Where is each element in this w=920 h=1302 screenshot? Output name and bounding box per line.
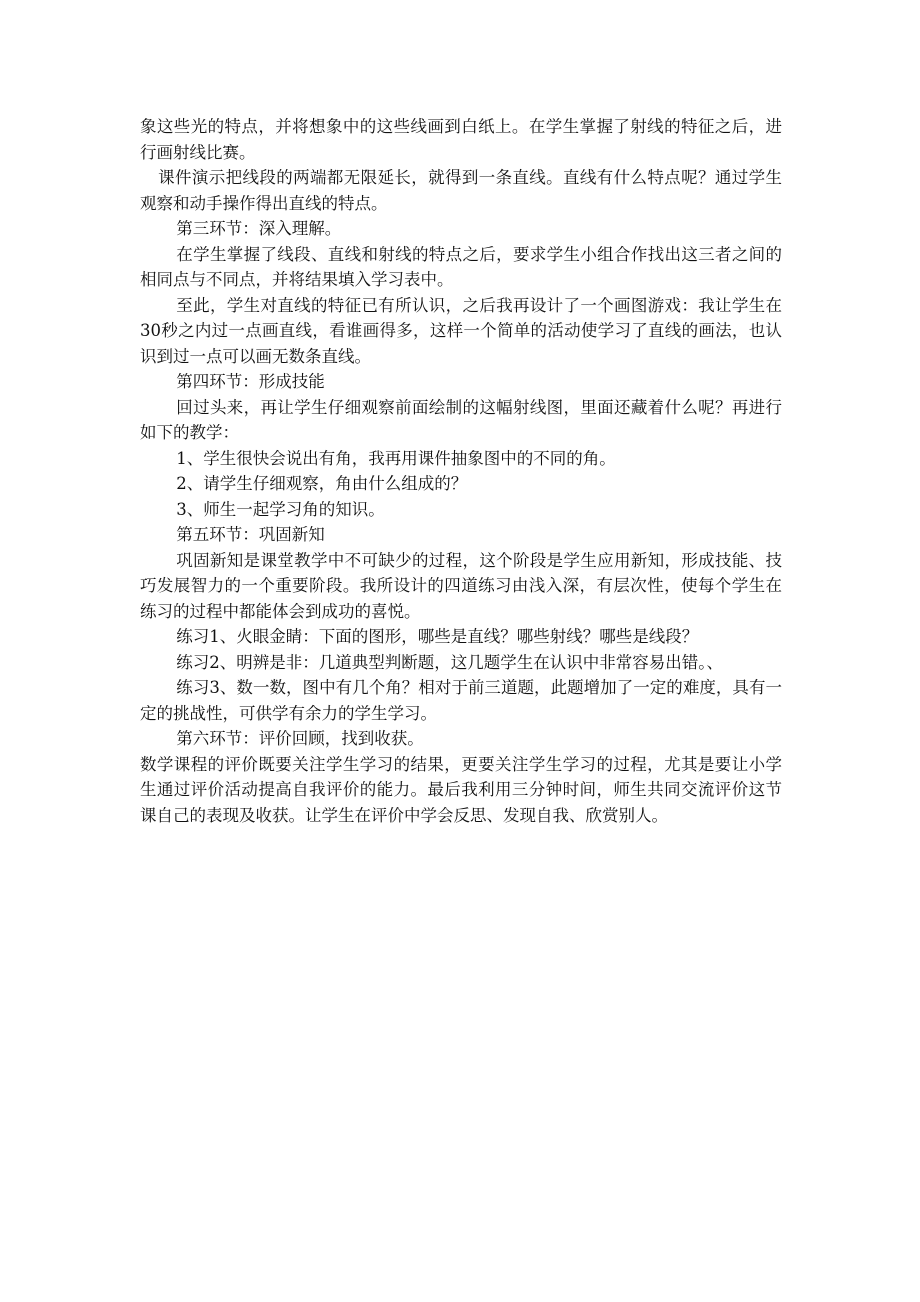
paragraph-look-back: 回过头来，再让学生仔细观察前面绘制的这幅射线图，里面还藏着什么呢？再进行如下的教学： (140, 397, 782, 442)
section-heading-5: 第五环节：巩固新知 (176, 525, 325, 544)
section-heading-4: 第四环节：形成技能 (176, 372, 325, 391)
list-item-1: 1、学生很快会说出有角，我再用课件抽象图中的不同的角。 (176, 448, 616, 468)
exercise-1: 练习1、火眼金睛：下面的图形，哪些是直线？哪些射线？哪些是线段？ (176, 627, 699, 646)
list-item-2: 2、请学生仔细观察，角由什么组成的？ (176, 474, 468, 493)
exercise-2: 练习2、明辨是非：几道典型判断题，这几题学生在认识中非常容易出错。、 (176, 652, 724, 672)
paragraph-group-work: 在学生掌握了线段、直线和射线的特点之后，要求学生小组合作找出这三者之间的相同点与不同点，并将结果填入学习表中。 (140, 244, 782, 289)
exercise-3: 练习3、数一数，图中有几个角？相对于前三道题，此题增加了一定的难度，具有一定的挑战性，可供学有余力的学生学习。 (140, 678, 782, 723)
section-heading-6: 第六环节：评价回顾，找到收获。 (176, 729, 424, 748)
paragraph-line-demo: 课件演示把线段的两端都无限延长，就得到一条直线。直线有什么特点呢？通过学生观察和动手操作得出直线的特点。 (140, 168, 782, 213)
paragraph-drawing-game: 至此，学生对直线的特征已有所认识，之后我再设计了一个画图游戏：我让学生在30秒之内过一点画直线，看谁画得多，这样一个简单的活动使学习了直线的画法，也认识到过一点可以画无数条直线。 (140, 295, 782, 366)
paragraph-consolidation: 巩固新知是课堂教学中不可缺少的过程，这个阶段是学生应用新知，形成技能、技巧发展智力的一个重要阶段。我所设计的四道练习由浅入深，有层次性，使每个学生在练习的过程中都能体会到成功的喜悦。 (140, 550, 782, 621)
document-body (140, 114, 782, 828)
list-item-3: 3、师生一起学习角的知识。 (176, 499, 385, 519)
section-heading-3: 第三环节：深入理解。 (176, 219, 342, 238)
paragraph-continuation: 象这些光的特点，并将想象中的这些线画到白纸上。在学生掌握了射线的特征之后，进行画射线比赛。 (140, 117, 782, 162)
paragraph-evaluation: 数学课程的评价既要关注学生学习的结果，更要关注学生学习的过程，尤其是要让小学生通过评价活动提高自我评价的能力。最后我利用三分钟时间，师生共同交流评价这节课自己的表现及收获。让学生在评价中学会反思、发现自我、欣赏别人。 (140, 754, 782, 825)
